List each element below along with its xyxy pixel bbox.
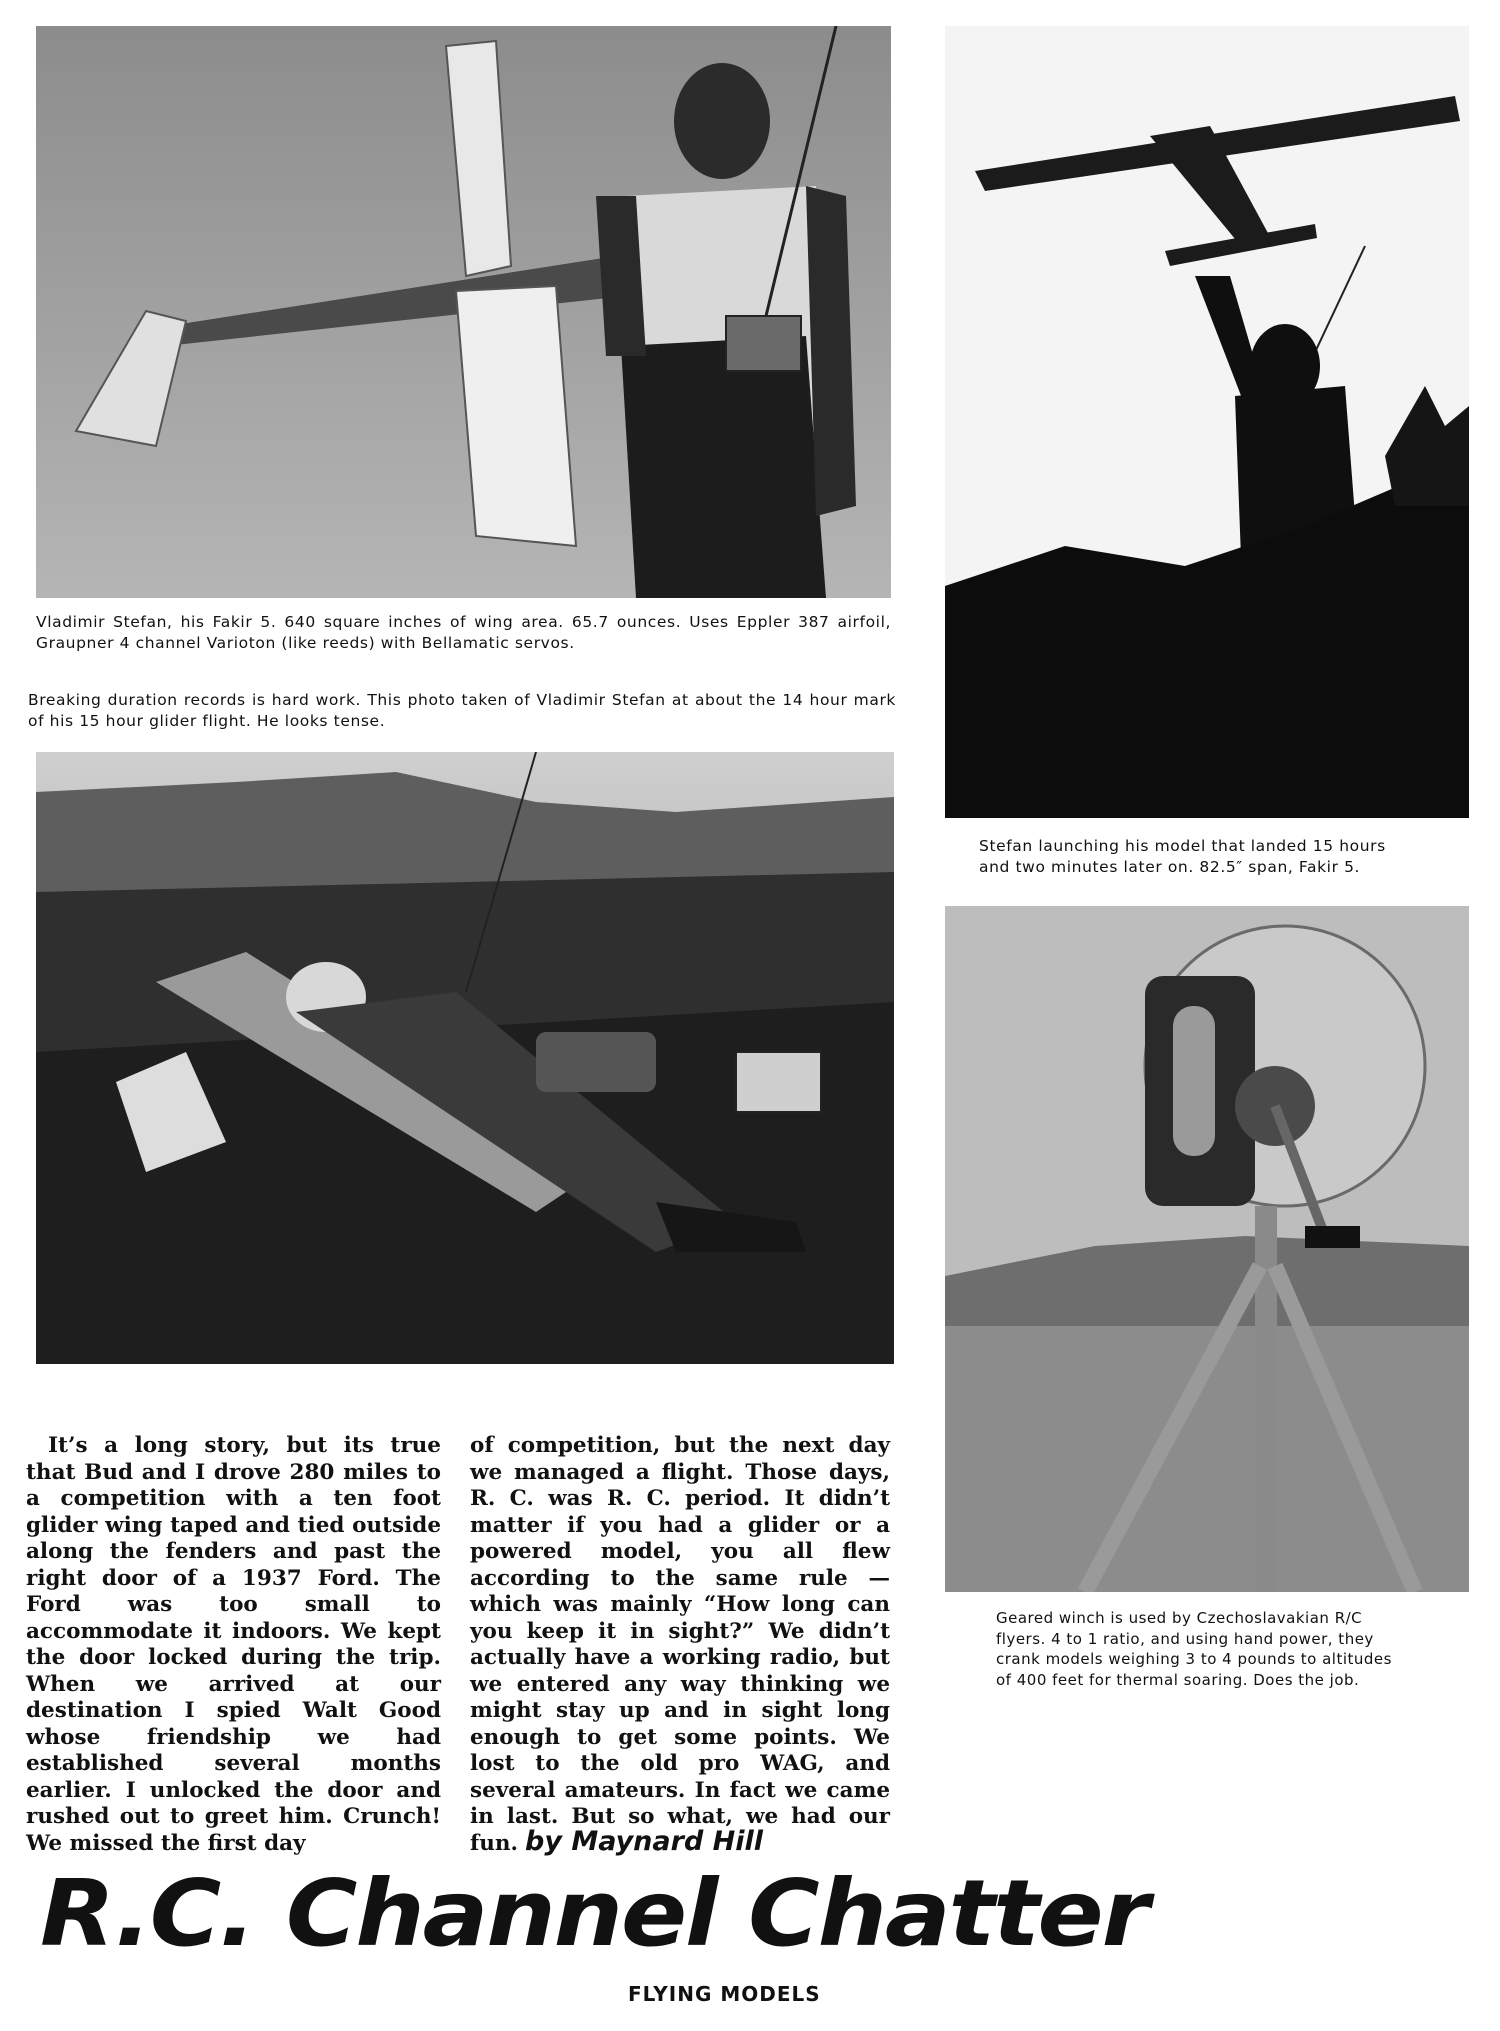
photo-stefan-with-glider (36, 26, 891, 598)
article-column-2-text: of competition, but the next day we managed a flight. Those days, R. C. was R. C. period. It didn’t matter if you had a glider or a powered model, you all flew according to the same rule —which was mainly “How long can you keep it in sight?” We didn’t actually have a working radio, but we entered any way thinking we might stay up and in sight long enough to get some points. We lost to the old pro WAG, and several amateurs. In fact we came in last. But so what, we had our fun. (470, 1433, 890, 1856)
photo-stefan-launching (945, 26, 1469, 818)
byline: by Maynard Hill (525, 1826, 764, 1857)
launch-illustration (945, 26, 1469, 818)
caption-glider-portrait: Vladimir Stefan, his Fakir 5. 640 square inches of wing area. 65.7 ounces. Uses Eppler 387 airfoil, Graupner 4 channel Varioton (like reeds) with Bellamatic servos. (36, 613, 891, 652)
page-title: R.C. Channel Chatter (40, 1860, 1148, 1967)
article-column-1 (26, 1433, 441, 1857)
photo-geared-winch (945, 906, 1469, 1592)
caption-winch: Geared winch is used by Czechoslavakian R/C flyers. 4 to 1 ratio, and using hand power, they crank models weighing 3 to 4 pounds to altitudes of 400 feet for thermal soaring. Does the job. (996, 1609, 1392, 1689)
article-column-2 (470, 1433, 890, 1857)
magazine-name: FLYING MODELS (628, 1982, 821, 2006)
article-column-1-text: It’s a long story, but its true that Bud and I drove 280 miles to a competition with a ten foot glider wing taped and tied outside along the fenders and past the right door of a 1937 Ford. The Ford was too small to accommodate it indoors. We kept the door locked during the trip. When we arrived at our destination I spied Walt Good whose friendship we had established several months earlier. I unlocked the door and rushed out to greet him. Crunch! We missed the first day (26, 1433, 441, 1856)
glider-portrait-illustration (36, 26, 891, 598)
winch-illustration (945, 906, 1469, 1592)
caption-resting: Breaking duration records is hard work. This photo taken of Vladimir Stefan at about the 14 hour mark of his 15 hour glider flight. He looks tense. (28, 691, 896, 730)
resting-illustration (36, 752, 894, 1364)
caption-launching: Stefan launching his model that landed 15 hours and two minutes later on. 82.5″ span, Fakir 5. (979, 837, 1386, 876)
photo-stefan-resting (36, 752, 894, 1364)
